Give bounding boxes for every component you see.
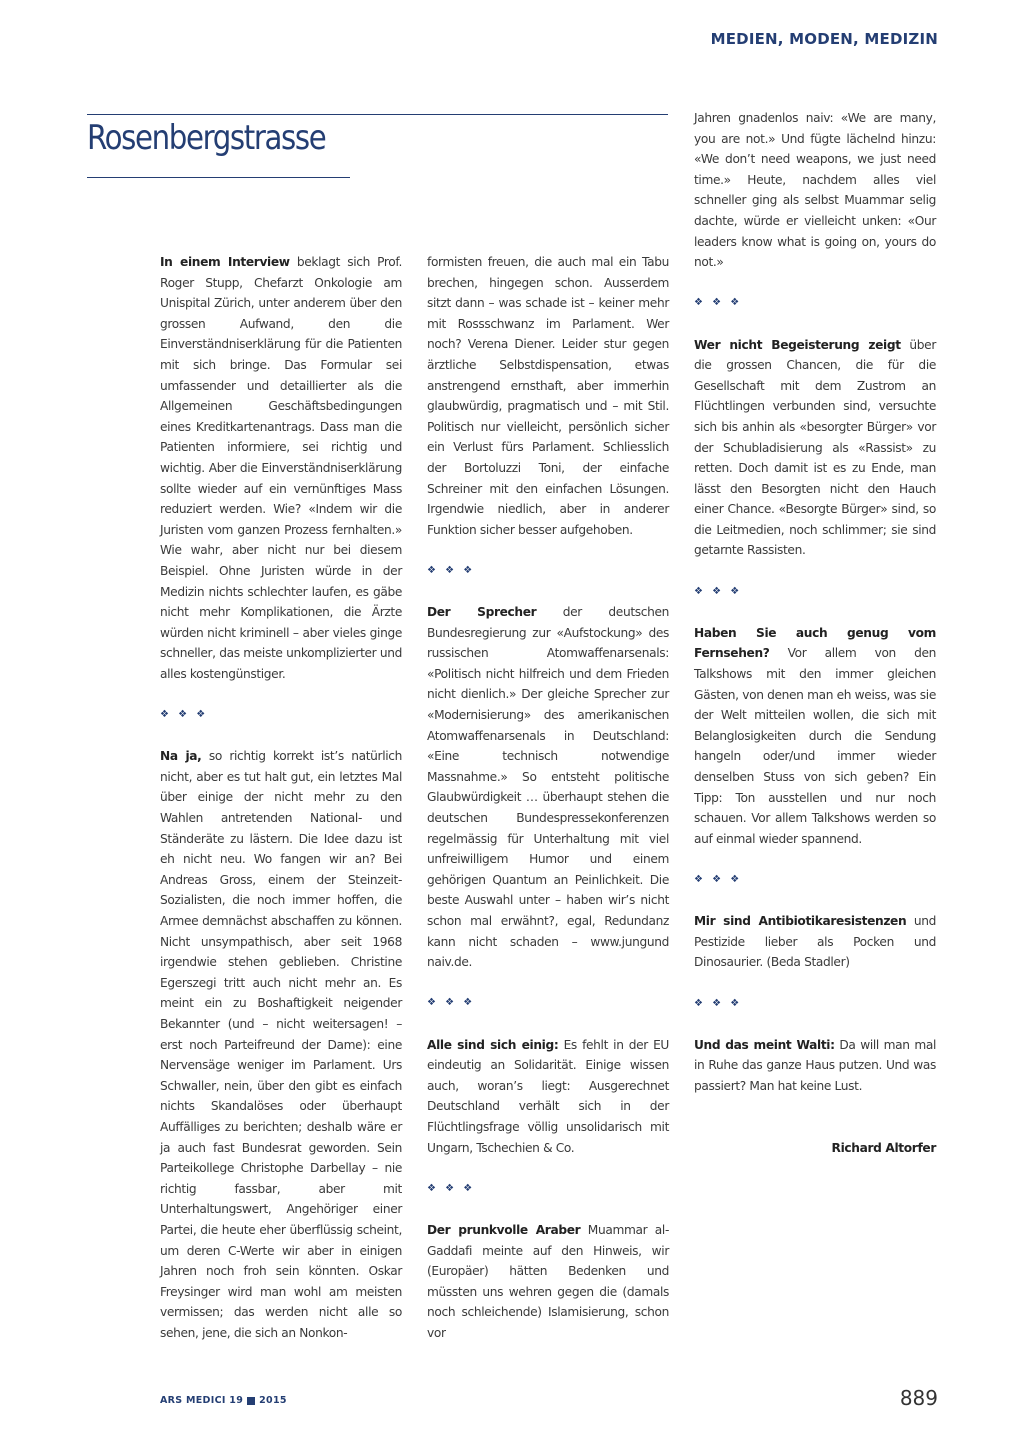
square-icon (247, 1397, 255, 1405)
paragraph-araber (427, 1220, 669, 1344)
paragraph-interview (160, 252, 402, 684)
paragraph-antibiotika (694, 911, 936, 973)
paragraph-body: formisten freuen, die auch mal ein Tabu brechen, hingegen schon. Ausserdem sitzt dann – was schade ist – keiner mehr mit Rossschwanz im Parlament. Wer noch? Verena Diener. Leider stur gegen ärztliche Selbstdispensation, etwas anstrengend ernsthaft, aber immerhin glaubwürdig, pragmatisch und – mit Stil. Politisch nur vielleicht, persönlich sicher ein Verlust fürs Parlament. Schliesslich der Bortoluzzi Toni, der einfache Schreiner mit den einfachen Lösungen. Irgendwie niedlich, aber in anderer Funktion sicher besser aufgehoben. (427, 255, 669, 537)
paragraph-lead: Der prunkvolle Araber (427, 1222, 581, 1237)
paragraph-body: Jahren gnadenlos naiv: «We are many, you are not.» Und fügte lächelnd hinzu: «We don’t need weapons, we just need time.» Heute, nachdem alles viel schneller ging als selbst Muammar selig dachte, würde er vielleicht unken: «Our leaders know what is going on, yours do not.» (694, 111, 936, 270)
paragraph-body: beklagt sich Prof. Roger Stupp, Chefarzt Onkologie am Unispital Zürich, unter anderem über den grossen Aufwand, den die Einverständniserklärung für die Patienten mit sich bringe. Das Formular sei umfassender und detaillierter als die Allgemeinen Geschäftsbedingungen eines Kreditkartenantrags. Dass man die Patienten informiere, sei richtig und wichtig. Aber die Einverständniserklärung sollte wieder auf ein vernünftiges Mass reduziert werden. Wie? «Indem wir die Juristen vom ganzen Prozess fernhalten.» Wie wahr, aber nicht nur bei diesem Beispiel. Ohne Juristen würde in der Medizin nichts schlechter laufen, es gäbe nicht mehr Komplikationen, die Ärzte würden nicht kriminell – aber vieles ginge schneller, das meiste unkomplizierter und alles kostengünstiger. (160, 255, 402, 681)
paragraph-walti (694, 1035, 936, 1097)
separator-ornament: ❖ ❖ ❖ (160, 709, 209, 721)
paragraph-body: Vor allem von den Talkshows mit den immer gleichen Gästen, von denen man eh weiss, was sie der Welt mitteilen wollen, die sich mit Belanglosigkeiten durch die Sendung hangeln oder/und immer wieder denselben Stuss von sich geben? Ein Tipp: Ton ausstellen und nur noch schauen. Vor allem Talkshows werden so auf einmal wieder spannend. (694, 646, 936, 846)
paragraph-body: Es fehlt in der EU eindeutig an Solidarität. Einige wissen auch, woran’s liegt: Ausgerechnet Deutschland verhält sich in der Flüchtlingsfrage völlig unsolidarisch mit Ungarn, Tschechien & Co. (427, 1037, 669, 1155)
author-signature: Richard Altorfer (831, 1140, 936, 1155)
journal-year: 2015 (259, 1395, 287, 1406)
separator-ornament: ❖ ❖ ❖ (427, 564, 476, 576)
paragraph-fernsehen (694, 623, 936, 850)
separator-ornament: ❖ ❖ ❖ (694, 997, 743, 1009)
paragraph-lead: Haben Sie auch genug vom Fernsehen? (694, 625, 936, 661)
separator-ornament: ❖ ❖ ❖ (694, 585, 743, 597)
title-rule-top (87, 114, 668, 115)
paragraph-lead: Der Sprecher (427, 605, 537, 620)
paragraph-lead: Wer nicht Begeisterung zeigt (694, 337, 901, 352)
column-3 (694, 108, 936, 1158)
paragraph-continuation (427, 252, 669, 540)
paragraph-body: so richtig korrekt ist’s natürlich nicht, aber es tut halt gut, ein letztes Mal über einige der nicht mehr zu den Wahlen antretenden National- und Ständeräte zu lästern. Die Idee dazu ist eh nicht neu. Wo fangen wir an? Bei Andreas Gross, einem der Steinzeit-Sozialisten, die noch immer hoffen, die Armee demnächst abschaffen zu können. Nicht unsympathisch, aber seit 1968 irgendwie stehen geblieben. Christine Egerszegi tritt auch nicht mehr an. Es meint ein zu Boshaftigkeit neigender Bekannter (und – nicht weitersagen! – erst noch Parteifreund der Dame): eine Nervensäge weniger im Parlament. Urs Schwaller, nein, über den gibt es einfach nichts Skandalöses oder überhaupt Auffälliges zu berichten; deshalb wäre er ja auch fast Bundesrat geworden. Sein Parteikollege Christophe Darbellay – nie richtig fassbar, aber mit Unterhaltungswert, Angehöriger einer Partei, die heute eher überflüssig scheint, um deren C-Werte wir aber in einigen Jahren noch froh sein könnten. Oskar Freysinger wird man wohl am meisten vermissen; das werden nicht alle so sehen, jene, die sich an Nonkon- (160, 749, 402, 1340)
column-1 (160, 252, 402, 1343)
paragraph-lead: Und das meint Walti: (694, 1037, 835, 1052)
separator-ornament: ❖ ❖ ❖ (427, 1182, 476, 1194)
paragraph-einig (427, 1035, 669, 1159)
separator-ornament: ❖ ❖ ❖ (694, 873, 743, 885)
page-number: 889 (899, 1386, 938, 1410)
section-title: MEDIEN, MODEN, MEDIZIN (710, 30, 938, 48)
separator-ornament: ❖ ❖ ❖ (694, 297, 743, 309)
paragraph-body: über die grossen Chancen, die für die Gesellschaft mit dem Zustrom an Flüchtlingen verbunden sind, versuchte sich bis anhin als «besorgter Bürger» vor der Schubladisierung als «Rassist» zu retten. Doch damit ist es zu Ende, man lässt den Besorgten nicht den Hauch einer Chance. «Besorgte Bürger» sind, so die Leitmedien, noch schlimmer; sie sind getarnte Rassisten. (694, 337, 936, 558)
paragraph-lead: Mir sind Antibiotikaresistenzen (694, 914, 907, 929)
paragraph-na-ja (160, 746, 402, 1343)
paragraph-lead: Alle sind sich einig: (427, 1037, 559, 1052)
paragraph-body: Muammar al-Gaddafi meinte auf den Hinweis, wir (Europäer) hätten Bedenken und müssten uns wehren gegen die (damals noch schleichende) Islamisierung, schon vor (427, 1222, 669, 1340)
paragraph-lead: In einem Interview (160, 255, 290, 269)
paragraph-continuation (694, 108, 936, 273)
paragraph-body: Da will man mal in Ruhe das ganze Haus putzen. Und was passiert? Man hat keine Lust. (694, 1037, 936, 1093)
column-2 (427, 252, 669, 1343)
footer-journal (160, 1395, 287, 1406)
paragraph-begeisterung (694, 335, 936, 562)
article-title: Rosenbergstrasse (87, 118, 326, 158)
paragraph-sprecher (427, 602, 669, 973)
paragraph-body: und Pestizide lieber als Pocken und Dinosaurier. (Beda Stadler) (694, 914, 936, 970)
separator-ornament: ❖ ❖ ❖ (427, 997, 476, 1009)
journal-name: ARS MEDICI 19 (160, 1395, 244, 1406)
paragraph-body: der deutschen Bundesregierung zur «Aufstockung» des russischen Atomwaffenarsenals: «Politisch nicht hilfreich und dem Frieden nicht dienlich.» Der gleiche Sprecher zur «Modernisierung» des amerikanischen Atomwaffenarsenals in Deutschland: «Eine technisch notwendige Massnahme.» So entsteht politische Glaubwürdigkeit … überhaupt stehen die deutschen Bundespressekonferenzen regelmässig für Unterhaltung mit viel unfreiwilligem Humor und einem gehörigen Quantum an Peinlichkeit. Die beste Auswahl unter – haben wir’s nicht schon mal erwähnt?, egal, Redundanz kann nicht schaden – www.jungund naiv.de. (427, 605, 669, 970)
title-rule-bottom (87, 177, 350, 178)
paragraph-lead: Na ja, (160, 749, 202, 764)
